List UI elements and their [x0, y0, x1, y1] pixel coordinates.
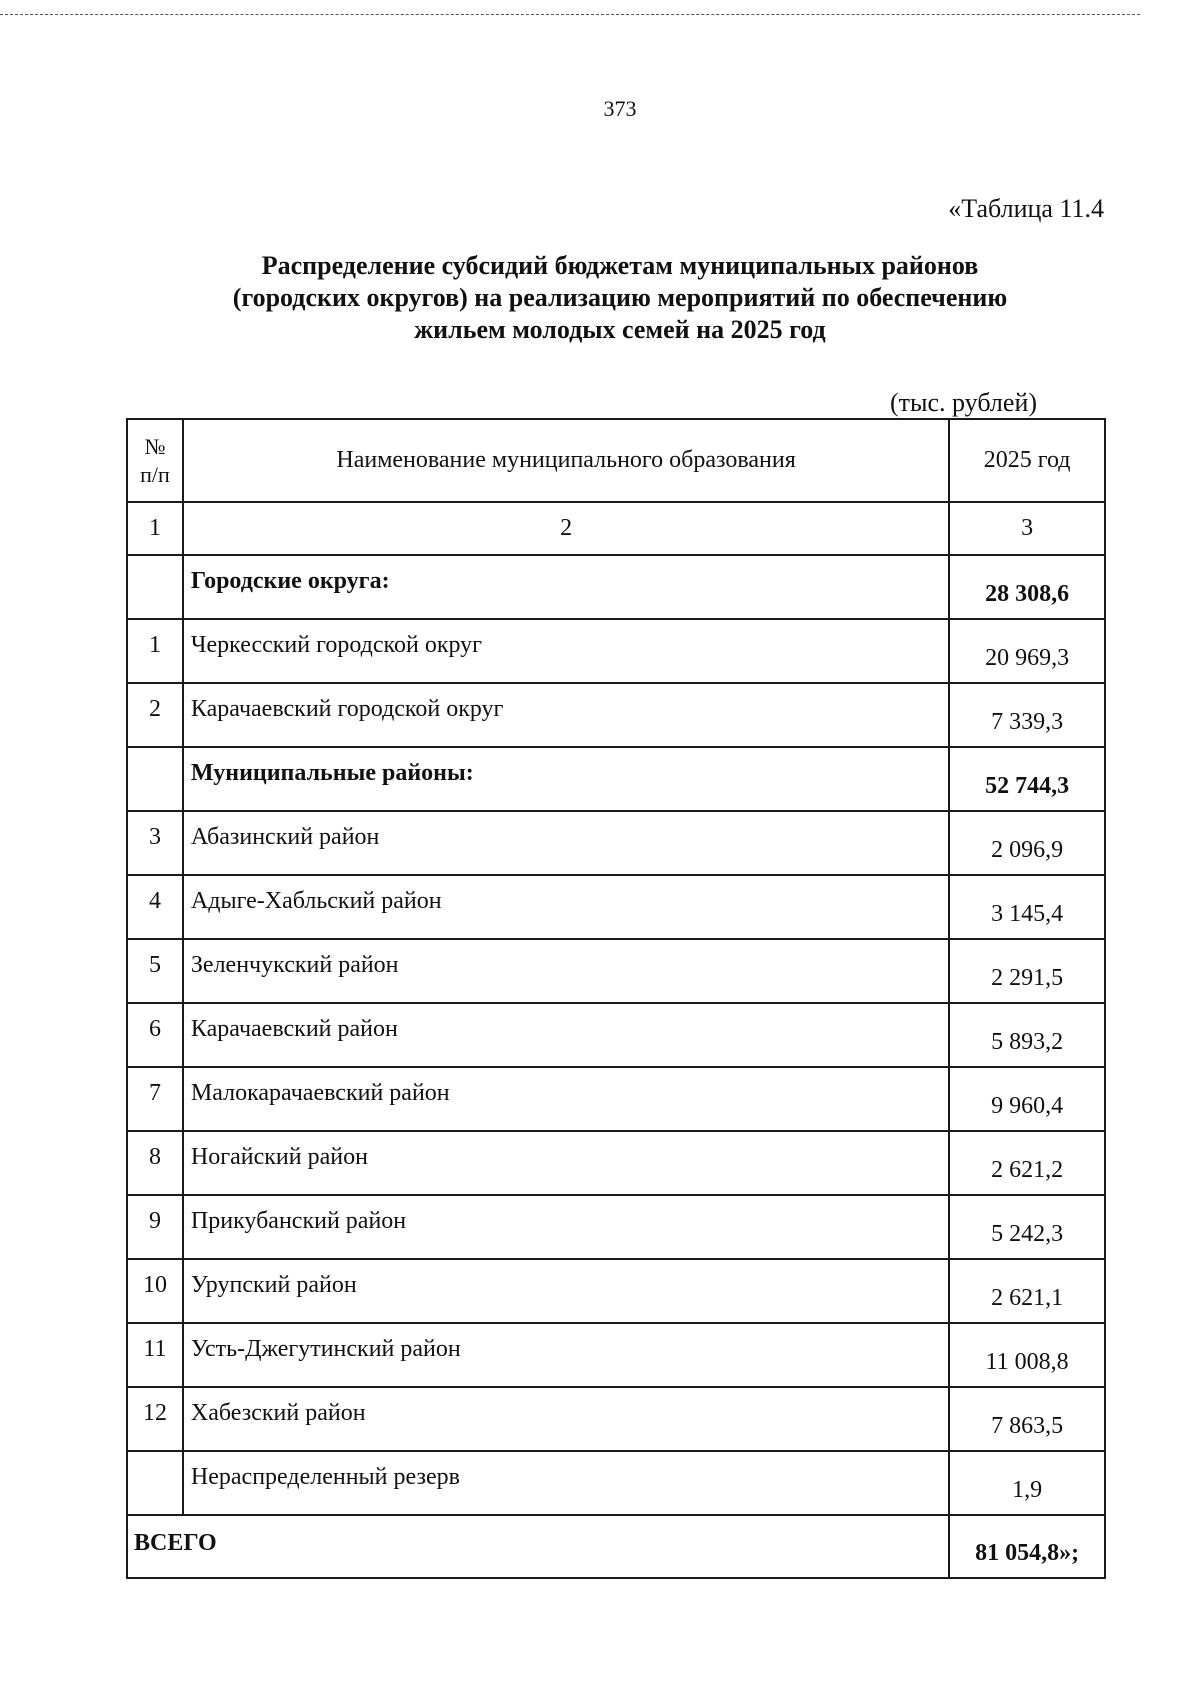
row-value: 11 008,8 [949, 1323, 1105, 1387]
group-row [127, 747, 1105, 811]
row-value: 7 339,3 [949, 683, 1105, 747]
row-number: 12 [127, 1387, 183, 1451]
row-name: Карачаевский район [183, 1003, 949, 1067]
row-number: 4 [127, 875, 183, 939]
page-number: 373 [603, 96, 637, 121]
row-name: Черкесский городской округ [183, 619, 949, 683]
row-value: 2 621,2 [949, 1131, 1105, 1195]
title-line: жильем молодых семей на 2025 год [414, 315, 826, 344]
row-number: 10 [127, 1259, 183, 1323]
row-name: Малокарачаевский район [183, 1067, 949, 1131]
header-num-line: № [144, 433, 166, 459]
row-number: 9 [127, 1195, 183, 1259]
row-value: 2 096,9 [949, 811, 1105, 875]
column-number-row [127, 502, 1105, 555]
row-value: 5 893,2 [949, 1003, 1105, 1067]
row-name: Муниципальные районы: [183, 747, 949, 811]
header-name: Наименование муниципального образования [183, 419, 949, 502]
row-number: 1 [127, 619, 183, 683]
row-value: 3 145,4 [949, 875, 1105, 939]
scan-top-rule [0, 14, 1140, 15]
row-number [127, 555, 183, 619]
row-name: Нераспределенный резерв [183, 1451, 949, 1515]
total-value: 81 054,8»; [949, 1515, 1105, 1578]
row-number: 6 [127, 1003, 183, 1067]
table-row [127, 1323, 1105, 1387]
row-number [127, 1451, 183, 1515]
title-line: Распределение субсидий бюджетам муниципальных районов [261, 251, 979, 280]
row-value: 1,9 [949, 1451, 1105, 1515]
row-number: 7 [127, 1067, 183, 1131]
total-label: ВСЕГО [127, 1515, 949, 1578]
row-name: Хабезский район [183, 1387, 949, 1451]
row-value: 20 969,3 [949, 619, 1105, 683]
table-row [127, 811, 1105, 875]
row-number: 2 [127, 683, 183, 747]
table-label: «Таблица 11.4 [948, 194, 1104, 223]
row-number: 3 [127, 811, 183, 875]
row-value: 9 960,4 [949, 1067, 1105, 1131]
header-num-line: п/п [140, 461, 170, 487]
row-name: Усть-Джегутинский район [183, 1323, 949, 1387]
group-row [127, 555, 1105, 619]
row-name: Прикубанский район [183, 1195, 949, 1259]
table-row [127, 619, 1105, 683]
row-value: 28 308,6 [949, 555, 1105, 619]
header-num [127, 419, 183, 502]
total-row [127, 1515, 1105, 1578]
title-line: (городских округов) на реализацию мероприятий по обеспечению [232, 283, 1008, 312]
row-name: Зеленчукский район [183, 939, 949, 1003]
row-value: 5 242,3 [949, 1195, 1105, 1259]
table-row [127, 1131, 1105, 1195]
table-row [127, 875, 1105, 939]
column-number: 3 [949, 502, 1105, 555]
row-name: Карачаевский городской округ [183, 683, 949, 747]
row-value: 52 744,3 [949, 747, 1105, 811]
row-name: Абазинский район [183, 811, 949, 875]
row-value: 2 621,1 [949, 1259, 1105, 1323]
row-name: Урупский район [183, 1259, 949, 1323]
table-row [127, 1003, 1105, 1067]
row-name: Городские округа: [183, 555, 949, 619]
row-value: 2 291,5 [949, 939, 1105, 1003]
row-name: Ногайский район [183, 1131, 949, 1195]
row-number: 8 [127, 1131, 183, 1195]
table-row [127, 1259, 1105, 1323]
row-number: 11 [127, 1323, 183, 1387]
row-number: 5 [127, 939, 183, 1003]
table-row [127, 939, 1105, 1003]
subsidy-table [126, 418, 1106, 1579]
table-row [127, 683, 1105, 747]
table-header-row [127, 419, 1105, 502]
row-number [127, 747, 183, 811]
table-row [127, 1451, 1105, 1515]
table-row [127, 1387, 1105, 1451]
document-title [150, 250, 1090, 346]
column-number: 1 [127, 502, 183, 555]
row-value: 7 863,5 [949, 1387, 1105, 1451]
column-number: 2 [183, 502, 949, 555]
table-row [127, 1195, 1105, 1259]
table-body [127, 555, 1105, 1515]
table-row [127, 1067, 1105, 1131]
units-note: (тыс. рублей) [890, 388, 1038, 417]
header-year: 2025 год [949, 419, 1105, 502]
row-name: Адыге-Хабльский район [183, 875, 949, 939]
